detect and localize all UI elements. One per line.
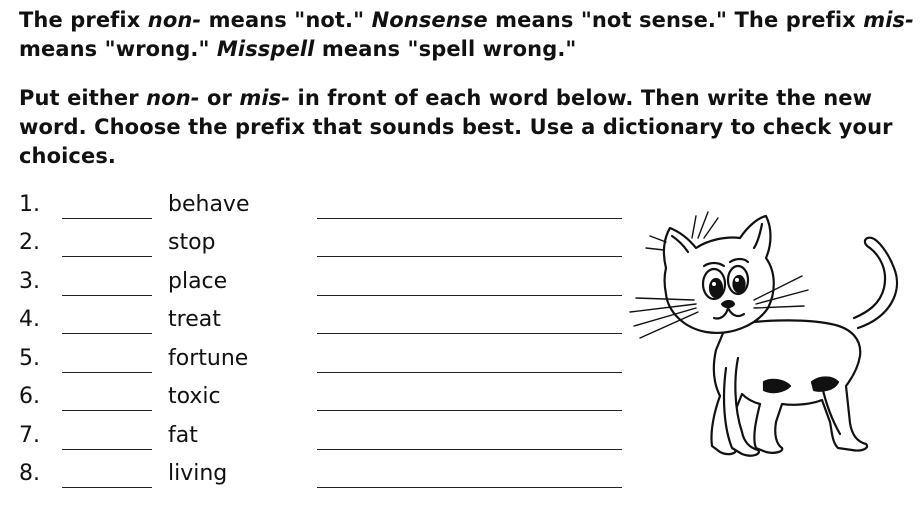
item-number: 5.: [19, 346, 40, 371]
exercise-item: [19, 192, 639, 230]
exercise-item: [19, 307, 639, 345]
base-word: fortune: [168, 346, 249, 371]
exercise-item: [19, 384, 639, 422]
cat-icon: [626, 208, 916, 478]
base-word: living: [168, 461, 228, 486]
answer-line[interactable]: [317, 218, 622, 219]
base-word: toxic: [168, 384, 221, 409]
item-number: 6.: [19, 384, 40, 409]
prefix-mis: mis-: [239, 86, 291, 110]
base-word: stop: [168, 230, 216, 255]
intro-text: means "wrong.": [19, 37, 217, 61]
item-number: 2.: [19, 230, 40, 255]
intro-text: The prefix: [19, 8, 148, 32]
prefix-blank[interactable]: [62, 449, 152, 450]
prefix-non: non-: [147, 8, 202, 32]
base-word: behave: [168, 192, 250, 217]
answer-line[interactable]: [317, 333, 622, 334]
instructions-text: Put either: [19, 86, 147, 110]
prefix-blank[interactable]: [62, 295, 152, 296]
instructions-paragraph: [19, 84, 919, 171]
item-number: 1.: [19, 192, 40, 217]
base-word: treat: [168, 307, 221, 332]
example-misspell: Misspell: [216, 37, 315, 61]
intro-paragraph: [19, 6, 919, 64]
item-number: 4.: [19, 307, 40, 332]
answer-line[interactable]: [317, 295, 622, 296]
answer-line[interactable]: [317, 449, 622, 450]
exercise-item: [19, 346, 639, 384]
intro-text: means "not sense." The prefix: [487, 8, 864, 32]
prefix-mis: mis-: [863, 8, 914, 32]
prefix-blank[interactable]: [62, 410, 152, 411]
example-nonsense: Nonsense: [371, 8, 488, 32]
exercise-item: [19, 269, 639, 307]
answer-line[interactable]: [317, 372, 622, 373]
exercise-item: [19, 230, 639, 268]
base-word: place: [168, 269, 228, 294]
prefix-blank[interactable]: [62, 487, 152, 488]
exercise-item: [19, 461, 639, 499]
intro-text: means "spell wrong.": [314, 37, 577, 61]
item-number: 3.: [19, 269, 40, 294]
item-number: 7.: [19, 423, 40, 448]
instructions-text: in front of each word below. Then write the new word. Choose the prefix that sounds best. Use a dictionary to check your choices.: [19, 86, 893, 168]
instructions-text: or: [199, 86, 240, 110]
prefix-blank[interactable]: [62, 218, 152, 219]
exercise-item: [19, 423, 639, 461]
prefix-blank[interactable]: [62, 333, 152, 334]
intro-text: means "not.": [201, 8, 372, 32]
prefix-non: non-: [146, 86, 200, 110]
base-word: fat: [168, 423, 198, 448]
answer-line[interactable]: [317, 256, 622, 257]
prefix-blank[interactable]: [62, 256, 152, 257]
item-number: 8.: [19, 461, 40, 486]
answer-line[interactable]: [317, 487, 622, 488]
prefix-blank[interactable]: [62, 372, 152, 373]
answer-line[interactable]: [317, 410, 622, 411]
